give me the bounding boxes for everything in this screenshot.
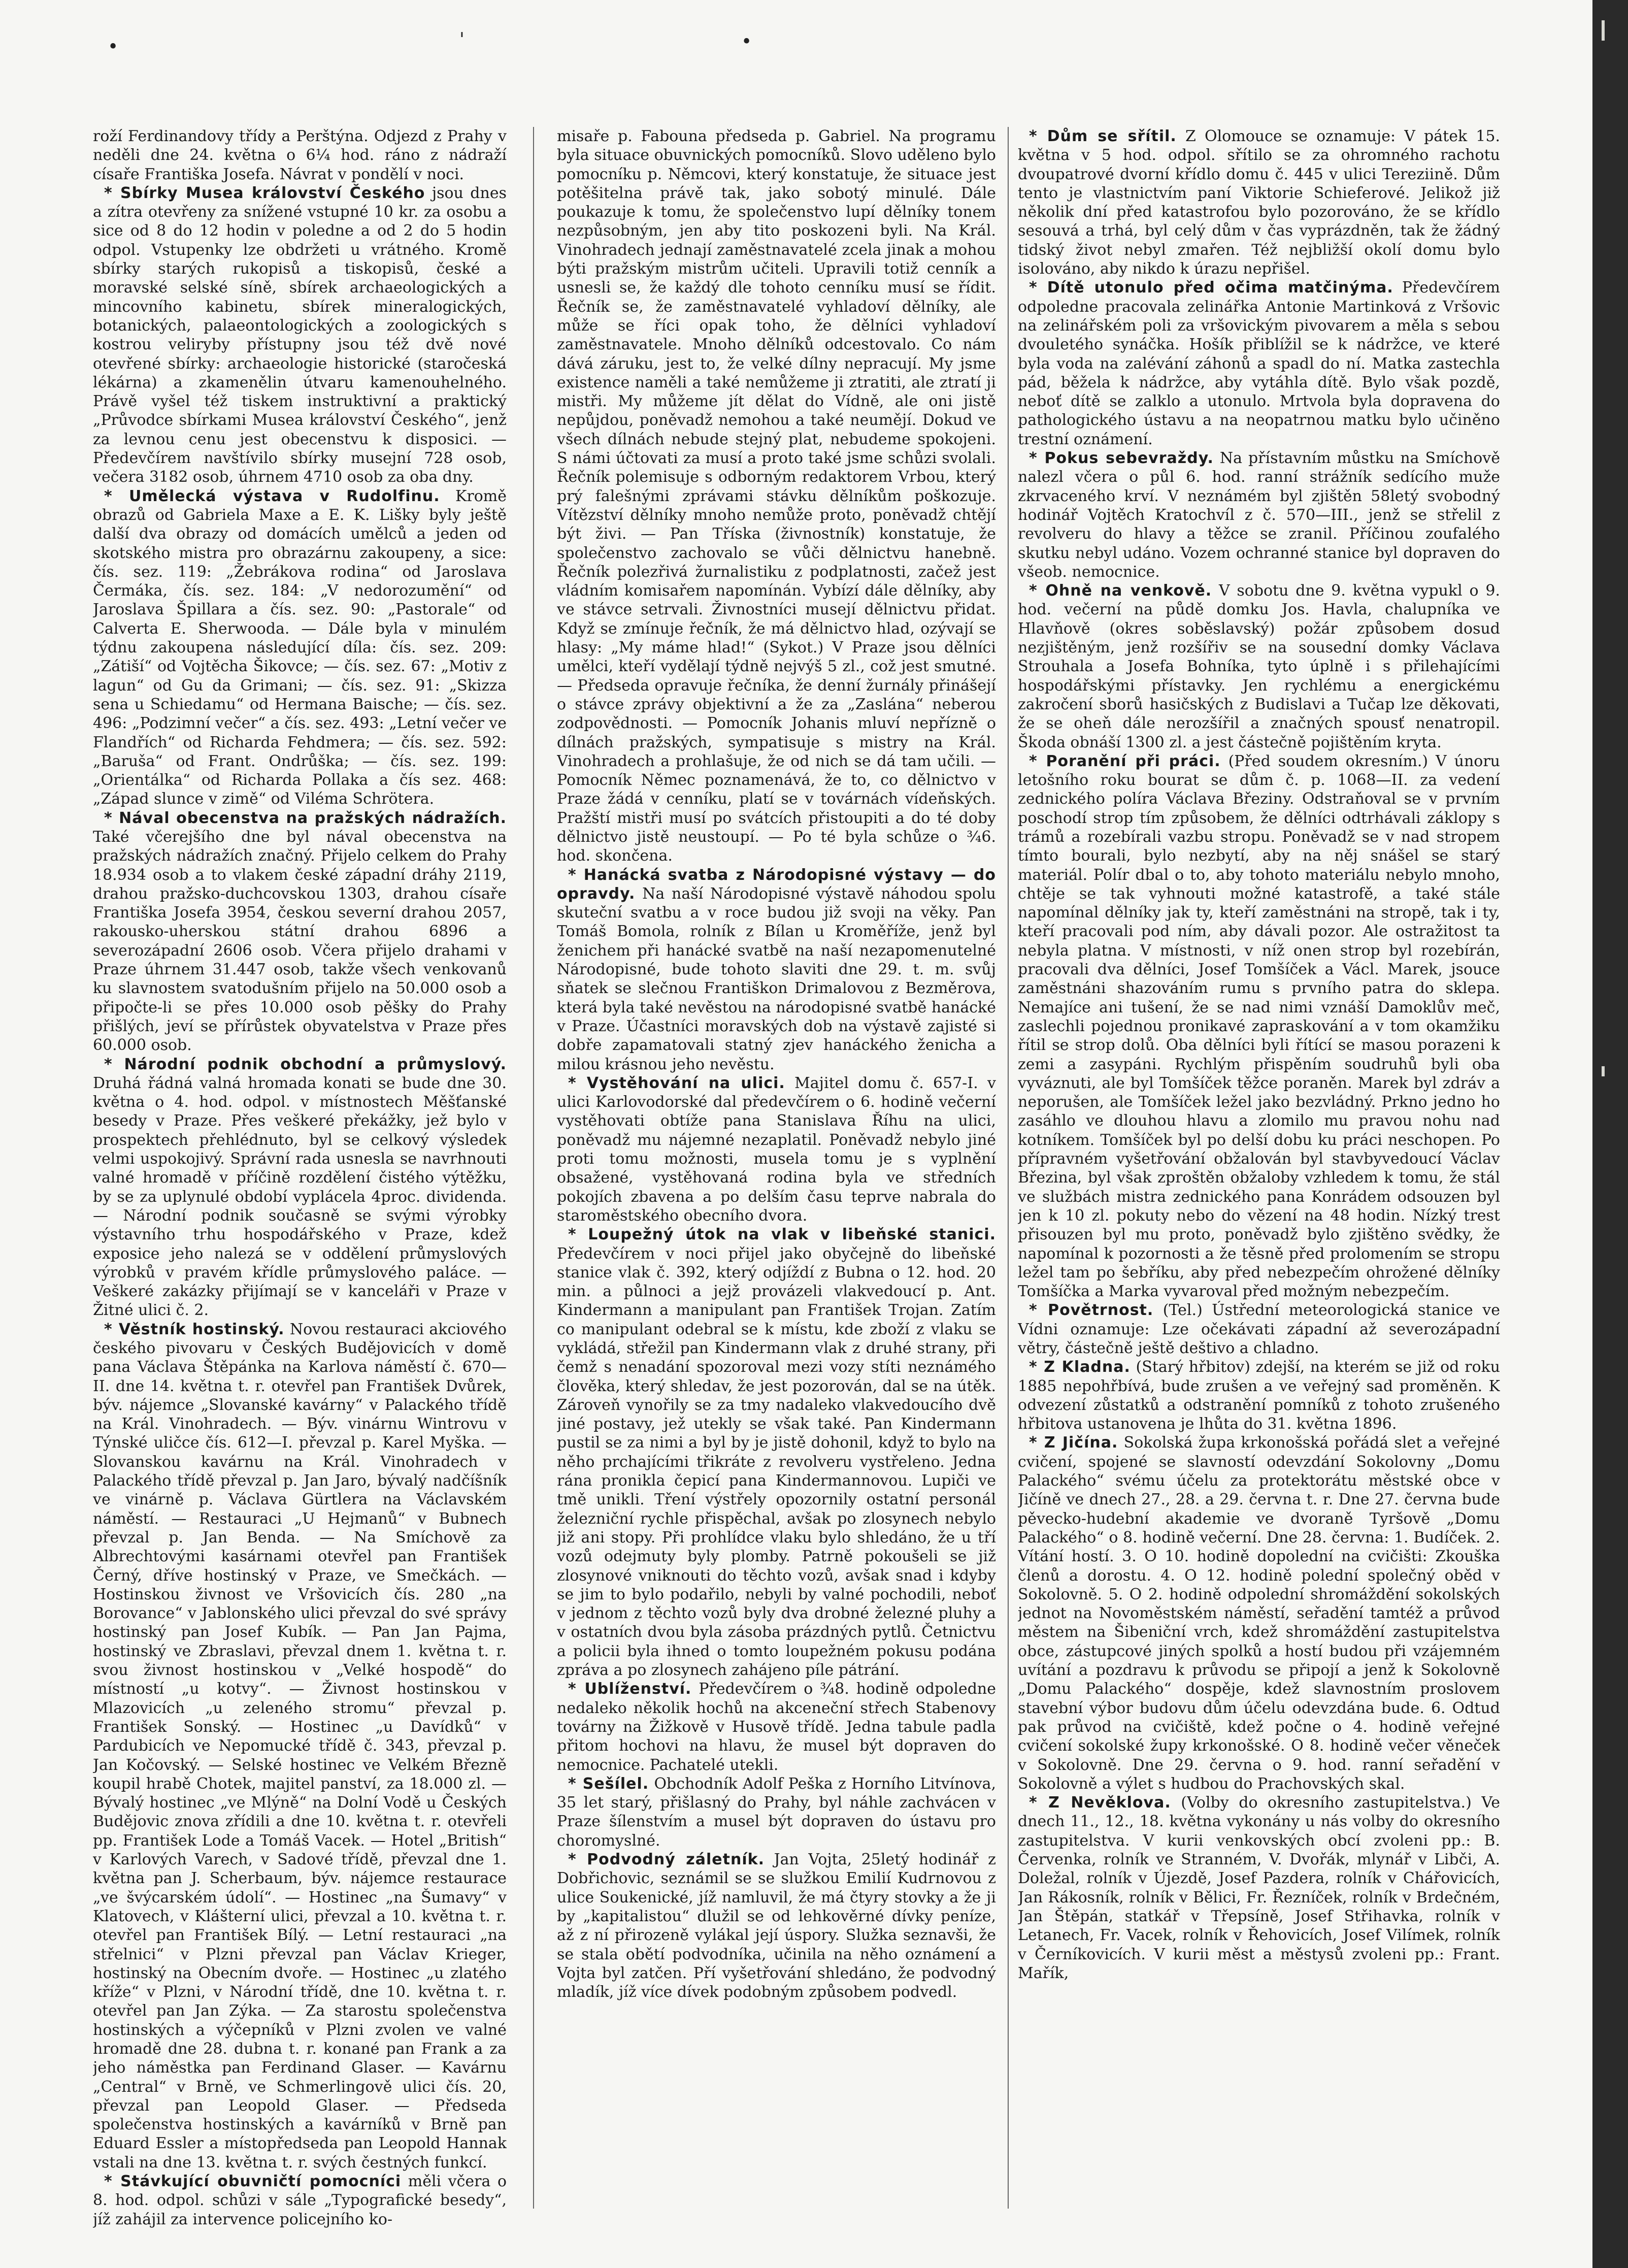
edge-mark-center: ': [459, 29, 464, 50]
article-heading: * Z Nevěklova.: [1029, 1794, 1171, 1812]
article-paragraph: [1018, 449, 1500, 581]
article-paragraph: [557, 1850, 996, 2001]
article-text: jsou dnes a zítra otevřeny za snížené vstupné 10 kr. za osobu a sice od 8 do 12 hodin v poledne a od 2 do 5 hodin odpol. Vstupenky lze obdržeti u vrátného. Kromě sbírky starých rukopisů a tiskopisů, české a moravské selské síně, sbírek archaeologických a mincovního kabinetu, sbírek mineralogických, botanických, palaeontologických a zoologických s kostrou veliryby přístupny jsou též dvě nové otevřené sbírky: archaeologie historické (staročeská lékárna) a zkamenělin útvaru kamenouhelného. Právě vyšel též tiskem instruktivní a praktický „Průvodce sbírkami Musea království Českého“, jenž za levnou cenu jest obecenstvu k disposici. — Předevčírem navštívilo sbírky musejní 728 osob, večera 3182 osob, úhrnem 4710 osob za oba dny.: [93, 184, 507, 486]
article-paragraph: [93, 487, 507, 809]
article-text: Také včerejšího dne byl nával obecenstva na pražských nádražích značný. Přijelo celkem do Prahy 18.934 osob a to vlakem české západní dráhy 2119, drahou pražsko-duchcovskou 1303, drahou císaře Františka Josefa 3954, českou severní drahou 2057, rakousko-uherskou státní drahou 6896 a severozápadní 2606 osob. Včera přijelo drahami v Praze úhrnem 31.447 osob, takže všech venkovanů ku slavnostem svatodušním přijelo na 50.000 osob a připočte-li se přes 10.000 osob pěšky do Prahy přišlých, jeví se přírůstek obyvatelstva v Praze přes 60.000 osob.: [93, 828, 507, 1055]
article-text: Sokolská župa krkonošská pořádá slet a veřejné cvičení, spojené se slavností odevzdání Sokolovny „Domu Palackého“ svému účelu za protektorátu městské obce v Jičíně ve dnech 27., 28. a 29. června t. r. Dne 27. června bude pěvecko-hudební akademie ve dvoraně Tyršově „Domu Palackého“ o 8. hodině večerní. Dne 28. června: 1. Budíček. 2. Vítání hostí. 3. O 10. hodině dopolední na cvičišti: Zkouška členů a dorostu. 4. O 12. hodině polední společný oběd v Sokolovně. 5. O 2. hodině odpolední shromáždění sokolských jednot na Novoměstském náměstí, seřadění tamtéž a průvod městem na Šibeniční vrch, kdež shromáždění zastupitelstva obce, zástupcové jiných spolků a hostí budou při vzájemném uvítání a pozdravu k průvodu se připojí a jenž k Sokolovně „Domu Palackého“ dospěje, kdež slavnostním proslovem stavební výbor budovu dům účelu odevzdána bude. 6. Odtud pak průvod na cvičiště, kdež počne o 4. hodině veřejné cvičení sokolské župy krkonošské. O 8. hodině večer věneček v Sokolovně. Dne 29. června o 9. hod. ranní seřadění v Sokolovně a výlet s hudbou do Prachovských skal.: [1018, 1434, 1500, 1793]
article-paragraph: [557, 1774, 996, 1850]
article-text: Z Olomouce se oznamuje: V pátek 15. května v 5 hod. odpol. sřítilo se za ohromného rachotu dvoupatrové dvorní křídlo domu č. 445 v ulici Tereziině. Dům tento je vlastnictvím paní Viktorie Schieferové. Jelikož již několik dní před katastrofou bylo pozorováno, že se křídlo sesouvá a trhá, byl celý dům v čas vyprázdněn, tak že žádný tidský život nebyl zmařen. Též nejbližší okolí domu bylo isolováno, aby nikdo k úrazu nepřišel.: [1018, 127, 1500, 278]
article-heading: * Z Jičína.: [1029, 1434, 1118, 1452]
column-1: [93, 127, 507, 2244]
article-paragraph: [1018, 278, 1500, 449]
column-divider-2: [1008, 127, 1009, 2209]
article-paragraph: [93, 1055, 507, 1320]
article-heading: * Věstník hostinský.: [104, 1320, 285, 1338]
article-text: Kromě obrazů od Gabriela Maxe a E. K. Lišky byly ještě další dva obrazy od domácích umělců a jeden od skotského mistra pro obrazárnu zakoupeny, a sice: čís. sez. 119: „Žebrákova rodina“ od Jaroslava Čermáka, čís. sez. 184: „V nedorozumění“ od Jaroslava Špillara a čís. sez. 90: „Pastorale“ od Calverta E. Sherwooda. — Dále byla v minulém týdnu zakoupena následující díla: čís. sez. 209: „Zátiší“ od Vojtěcha Šikovce; — čís. sez. 67: „Motiv z lagun“ od Gu da Grimani; — čís. sez. 91: „Skizza sena u Schiedamu“ od Hermana Baische; — čís. sez. 496: „Podzimní večer“ a čís. sez. 493: „Letní večer ve Flandřích“ od Richarda Fehdmera; — čís. sez. 592: „Baruša“ od Frant. Ondrůška; — čís. sez. 199: „Orientálka“ od Richarda Pollaka a čís sez. 468: „Západ slunce v zimě“ od Viléma Schrötera.: [93, 487, 507, 808]
article-paragraph: [93, 809, 507, 1055]
article-paragraph: [557, 127, 996, 866]
article-heading: * Dům se sřítil.: [1029, 127, 1177, 145]
article-heading: * Sbírky Musea království Českého: [104, 184, 425, 202]
article-text: (Starý hřbitov) zdejší, na kterém se již od roku 1885 nepohřbívá, bude zrušen a ve veřejný sad proměněn. K odvezení zůstatků a odstranění pomníků z tohoto zrušeného hřbitova ustanovena je lhůta do 31. května 1896.: [1018, 1358, 1500, 1433]
article-paragraph: [93, 184, 507, 487]
article-paragraph: [1018, 1301, 1500, 1358]
article-heading: * Dítě utonulo před očima matčinýma.: [1029, 279, 1393, 297]
article-paragraph: [557, 1680, 996, 1774]
article-text: Předevčírem odpoledne pracovala zelinářka Antonie Martinková z Vršovic na zelinářském poli za vršovickým pivovarem a měla s sebou dvouletého synáčka. Hošík přiblížil se k nádržce, ve které byla voda na zalévání záhonů a spadl do ní. Matka zastechla pád, běžela k nádržce, aby vytáhla dítě. Bylo však pozdě, neboť dítě se zalklo a utonulo. Mrtvola byla dopravena do pathologického ústavu a na neopatrnou matku bylo učiněno trestní oznámení.: [1018, 279, 1500, 448]
article-paragraph: [557, 866, 996, 1074]
article-paragraph: [1018, 752, 1500, 1301]
article-paragraph: [1018, 1793, 1500, 1983]
article-heading: * Nával obecenstva na pražských nádražích.: [104, 809, 507, 827]
article-heading: * Ohně na venkově.: [1029, 582, 1212, 600]
column-3: [1018, 127, 1500, 2244]
article-heading: * Podvodný záletník.: [568, 1851, 765, 1869]
article-heading: * Z Kladna.: [1029, 1358, 1131, 1376]
article-heading: * Poranění při práci.: [1029, 752, 1221, 770]
article-text: Novou restauraci akciového českého pivovaru v Českých Budějovicích v domě pana Václava Štěpánka na Karlova náměstí č. 670—II. dne 14. května t. r. otevřel pan František Dvůrek, býv. nájemce „Slovanské kavárny“ v Palackého třídě na Král. Vinohradech. — Býv. vinárnu Wintrovu v Týnské uličce čís. 612—I. převzal p. Karel Myška. — Slovanskou kavárnu na Král. Vinohradech v Palackého třídě převzal p. Jan Jaro, bývalý nadčíšník ve vinárně p. Václava Gürtlera na Václavském náměstí. — Restauraci „U Hejmanů“ v Bubnech převzal p. Jan Benda. — Na Smíchově za Albrechtovými kasárnami otevřel pan František Černý, dříve hostinský v Praze, ve Smečkách. — Hostinskou živnost ve Vršovicích čís. 280 „na Borovance“ v Jablonského ulici převzal do své správy hostinský pan Josef Kubík. — Pan Jan Pajma, hostinský ve Zbraslavi, převzal dnem 1. května t. r. svou živnost hostinskou v „Velké hospodě“ do místností „u kotvy“. — Živnost hostinskou v Mlazovicích „u zeleného stromu“ převzal p. František Sonský. — Hostinec „u Davídků“ v Pardubicích ve Nepomucké třídě č. 343, převzal p. Jan Kočovský. — Selské hostinec ve Velkém Březně koupil hrabě Chotek, majitel panství, za 18.000 zl. — Bývalý hostinec „ve Mlýně“ na Dolní Vodě u Českých Budějovic znova zřídili a dne 10. května t. r. otevřeli pp. František Lode a Tomáš Vacek. — Hotel „British“ v Karlových Varech, v Sadové třídě, převzal dne 1. května pan J. Scherbaum, býv. nájemce restaurace „ve švýcarském údolí“. — Hostinec „na Šumavy“ v Klatovech, v Klášterní ulici, převzal a 10. května t. r. otevřel pan František Bílý. — Letní restauraci „na střelnici“ v Plzni převzal pan Václav Krieger, hostinský na Obecním dvoře. — Hostinec „u zlatého kříže“ v Plzni, v Národní třídě, dne 10. května t. r. otevřel pan Jan Zýka. — Za starostu společenstva hostinských a výčepníků v Plzni zvolen ve valné hromadě dne 28. dubna t. r. konané pan Frank a za jeho náměstka pan Ferdinand Glaser. — Kavárnu „Central“ v Brně, ve Schmerlingově ulici čís. 20, převzal pan Leopold Glaser. — Předseda společenstva hostinských a kavárníků v Brně pan Eduard Essler a místopředseda pan Leopold Hannak vstali na dne 13. května t. r. svých čestných funkcí.: [93, 1320, 507, 2172]
article-text: Majitel domu č. 657-I. v ulici Karlovodorské dal předevčírem o 6. hodině večerní vystěhovati obtíže pana Stanislava Říhu na ulici, poněvadž mu nájemné nezaplatil. Poněvadž nebylo jiné proti tomu možnosti, musela tomu je s vyplnění obsažené, vystěhovaná rodina byla ve středních pokojích zbavena a po delším času teprve nabrala do staroměstského obecního dvora.: [557, 1074, 996, 1225]
article-paragraph: [93, 2172, 507, 2229]
edge-mark-left: •: [108, 37, 119, 57]
article-heading: * Sešílel.: [568, 1774, 649, 1793]
article-paragraph: [1018, 1358, 1500, 1433]
article-text: V sobotu dne 9. května vypukl o 9. hod. večerní na půdě domku Jos. Havla, chalupníka ve Hlavňově (okres soběslavský) požár způsobem dosud nezjištěným, jenž rozšířiv se na sousední domky Václava Strouhala a Josefa Bohníka, tyto úplně i s přilehajícími hospodářskými přístavky. Jen rychlému a energickému zakročení sborů hasičských z Budislavi a Tučap lze děkovati, že se oheň dále nerozšířil a značných spousť nenatropil. Škoda obnáší 1300 zl. a jest částečně pojištěním kryta.: [1018, 582, 1500, 751]
column-divider-1: [533, 127, 534, 2209]
article-paragraph: [1018, 1433, 1500, 1793]
article-text: Předevčírem v noci přijel jako obyčejně do libeňské stanice vlak č. 392, který odjíždí z Bubna o 12. hod. 20 min. a půlnoci a jejž provázeli vlakvedoucí p. Ant. Kindermann a manipulant pan František Trojan. Zatím co manipulant odebral se k místu, kde zboží z vlaku se vykládá, střežil pan Kindermann vlak z druhé strany, při čemž s nenadání spozoroval mezi vozy stíti neznámého člověka, který shledav, že jest pozorován, dal se na útěk. Zároveň vynořily se za tmy nadaleko vlakvedoucího dvě jiné postavy, jež utekly se však také. Pan Kindermann pustil se za nimi a byl by je jistě dohonil, když to bylo na něho prchajícími třikráte z revolveru vystřeleno. Jedna rána pronikla čepicí pana Kindermannovou. Lupiči ve tmě unikli. Tření výstřely opozornily ostatní personál železniční rychle přispěchal, avšak po zlosynech nebylo již ani stopy. Při prohlídce vlaku bylo shledáno, že u tří vozů odejmuty byly plomby. Patrně pokoušeli se již zlosynové vniknouti do těchto vozů, avšak snad i kdyby se jim to bylo podařilo, nebyli by valné pochodili, neboť v jednom z těchto vozů byly dva drobné železné pluhy a v ostatních dvou byla zásoba prázdných pytlů. Četnictvu a policii byla ihned o tomto loupežném pokusu podána zpráva a po zlosynech zahájeno píle pátrání.: [557, 1244, 996, 1680]
article-text: Jan Vojta, 25letý hodinář z Dobřichovic, seznámil se se služkou Emilií Kudrnovou z ulice Soukenické, jíž namluvil, že má čtyry stovky a že ji by „kapitalistou“ dlužil se od lehkověrné dívky peníze, až z ní přirozeně vylákal její úspory. Služka seznavši, že se stala obětí podvodníka, učinila na něho oznámení a Vojta byl zatčen. Pří vyšetřování shledáno, že podvodný mladík, jíž více dívek podobným způsobem podvedl.: [557, 1851, 996, 2001]
article-heading: * Ublíženství.: [568, 1680, 692, 1698]
article-text: (Volby do okresního zastupitelstva.) Ve dnech 11., 12., 18. května vykonány u nás volby do okresního zastupitelstva. V kurii venkovských obcí zvoleni pp.: B. Červenka, rolník ve Stranném, V. Dvořák, mlynář v Libči, A. Doležal, rolník v Újezdě, Josef Pazdera, rolník v Chářovicích, Jan Rákosník, rolník v Bělici, Fr. Řezníček, rolník v Brdečném, Jan Štěpán, statkář v Třepsíně, Josef Střihavka, rolník v Letanech, Fr. Vacek, rolník v Řehovicích, Josef Vilímek, rolník v Černíkovicích. V kurii měst a městysů zvoleni pp.: Frant. Mařík,: [1018, 1794, 1500, 1982]
article-text: roží Ferdinandovy třídy a Perštýna. Odjezd z Prahy v neděli dne 24. května o 6¼ hod. ráno z nádraží císaře Františka Josefa. Návrat v pondělí v noci.: [93, 127, 507, 183]
article-paragraph: [1018, 581, 1500, 752]
article-paragraph: [93, 1320, 507, 2172]
article-text: Na přístavním můstku na Smíchově nalezl včera o půl 6. hod. ranní strážník sedícího muže zkrvaceného krví. V neznámém byl zjištěn 58letý svobodný hodinář Vojtěch Kratochvíl z č. 570—III., jenž se střelil z revolveru do hlavy a těžce se zranil. Příčinou zoufalého skutku nebyl udáno. Vozem ochranné stanice byl dopraven do všeob. nemocnice.: [1018, 449, 1500, 581]
article-heading: * Hanácká svatba z Národopisné výstavy — do opravdy.: [557, 866, 996, 903]
article-text: misaře p. Fabouna předseda p. Gabriel. Na programu byla situace obuvnických pomocníků. Slovo uděleno bylo pomocníku p. Němcovi, který konstatuje, že situace jest potěšitelna právě tak, jako sobotý minulé. Dále poukazuje k tomu, že společenstvo lupí dělníky tonem nezpůsobným, jen aby tito poskozeni byli. Na Král. Vinohradech jednají zaměstnavatelé zcela jinak a mohou býti pražským mistrům učiteli. Upravili totiž cenník a usnesli se, že každý dle tohoto cenníku musí se řídit. Řečník se, že zaměstnavatelé vyhladoví dělníky, ale může se říci opak toho, že dělníci vyhladoví zaměstnavatele. Mnoho dělníků odcestovalo. Co nám dává záruku, jest to, že velké dílny nepracují. My jsme existence naměli a také nemůžeme ji ztratiti, ale ztratí ji mistři. My můžeme jít dělat do Vídně, ale oni jistě nepůjdou, poněvadž nemohou a také neumějí. Dokud ve všech dílnách nebude stejný plat, nebudeme spokojeni. S námi účtovati za musí a proto také jsme schůzi svolali. Řečník polemisuje s odborným redaktorem Vrbou, který prý falešnými zprávami stávku dělníkům poškozuje. Vítězství dělníky mnoho nemůže proto, poněvadž chtějí být živi. — Pan Tříska (živnostník) konstatuje, že společenstvo zachovalo se vůči dělnictvu hanebně. Řečník polezřivá žurnalistiku z podplatnosti, začež jest vládním komisařem napomínán. Vybízí dále dělníky, aby ve stávce setrvali. Živnostníci musejí dělnictvu přidat. Když se zmínuje řečník, že má dělnictvo hlad, ozývají se hlasy: „My máme hlad!“ (Sykot.) V Praze jsou dělníci umělci, kteří vydělají týdně nejvýš 5 zl., což jest smutné. — Předseda opravuje řečníka, že denní žurnály přinášejí o stávce zprávy objektivní a že za „Zaslána“ neberou zodpovědnosti. — Pomocník Johanis mluví nepřízně o dílnách pražských, sympatisuje s mistry na Král. Vinohradech a prohlašuje, že od nich se dá tam učili. — Pomocník Němec poznamenává, že to, co dělnictvo v Praze žádá v cenníku, platí se v továrnách vídeňských. Pražští mistři musí po svátcích přistoupiti a do té doby dělnictvo jistě neustoupí. — Po té byla schůze o ¾6. hod. skončena.: [557, 127, 996, 865]
article-heading: * Národní podnik obchodní a průmyslový.: [104, 1055, 507, 1073]
article-paragraph: [1018, 127, 1500, 278]
article-text: (Před soudem okresním.) V únoru letošního roku bourat se dům č. p. 1068—II. za vedení zednického políra Václava Březiny. Odstraňoval se v prvním poschodí strop tím způsobem, že dělníci odtrhávali záklopy s trámů a rozebírali vazbu stropu. Poněvadž se v nad stropem tímto bourali, bylo nezbytí, aby na něj snášel se starý materiál. Polír dbal o to, aby tohoto materiálu nebylo mnoho, chtěje se tak vyhnouti možné katastrofě, a také stále napomínal dělníky jak ty, kteří zaměstnáni na stropě, tak i ty, kteří pracovali pod ním, aby dávali pozor. Ale ostražitost ta nebyla platna. V místnosti, v níž onen strop byl rozebírán, pracovali dva dělníci, Josef Tomšíček a Václ. Marek, jsouce zaměstnáni shazováním rumu s prvního patra do sklepa. Nemajíce ani tušení, že se nad nimi vznáší Damoklův meč, zaslechli pojednou pronikavé zapraskování a v tom okamžiku řítil se strop dolů. Oba dělníci byli řítící se masou porazeni k zemi a zasypáni. Rychlým přispěním soudruhů byli oba vyváznuti, ale byl Tomšíček těžce poraněn. Marek byl zdráv a neporušen, ale Tomšíček ležel jako bezvládný. Prkno jedno ho zasáhlo ve dlouhou hlavu a zlomilo mu pravou nohu nad kotníkem. Tomšíček byl po delší dobu ku práci neschopen. Po přípravném vyšetřování obžalován byl stavbyvedoucí Václav Březina, byl však zproštěn obžaloby vzhledem k tomu, že stál ve službách mistra zednického pana Konrádem odsouzen byl jen k 10 zl. pokuty nebo do vězení na 48 hodin. Nízký trest přisouzen byl mu proto, poněvadž bylo zjištěno svědky, že napomínal k pozornosti a že těsně před prolomením se stropu ležel tam po šebříku, aby před nebezpečím ohrožené dělníky Tomšíčka a Marka vyvaroval před možným nebezpečím.: [1018, 752, 1500, 1301]
article-paragraph: [557, 1074, 996, 1225]
edge-mark-right: •: [741, 31, 752, 52]
page-edge-binding: [1592, 0, 1628, 2268]
article-heading: * Povětrnost.: [1029, 1301, 1154, 1320]
article-paragraph: [93, 127, 507, 184]
article-heading: * Loupežný útok na vlak v libeňské stanici.: [568, 1226, 996, 1244]
article-text: Předevčírem o ¾8. hodině odpoledne nedaleko několik hochů na akceneční střech Stabenovy továrny na Žižkově v Husově třídě. Jedna tabule padla přitom hochovi na hlavu, že musel být dopraven do nemocnice. Pachatelé utekli.: [557, 1680, 996, 1774]
article-heading: * Pokus sebevraždy.: [1029, 449, 1214, 468]
article-text: Druhá řádná valná hromada konati se bude dne 30. května o 4. hod. odpol. v místnostech Měšťanské besedy v Praze. Přes veškeré překážky, jež bylo v prospektech přehlédnuto, byl se celkový výsledek velmi uspokojivý. Správní rada usnesla se navrhnouti valné hromadě v příčině rozdělení čistého výtěžku, by se za uplynulé období vyplácela 4proc. dividenda. — Národní podnik současně se svými výrobky výstavního trhu hospodářského v Praze, kdež exposice jeho nalezá se v oddělení průmyslových výrobků v pravém křídle průmyslového paláce. — Veškeré zakázky přijímají se v kanceláři v Praze v Žitné ulici č. 2.: [93, 1074, 507, 1320]
article-heading: * Vystěhování na ulici.: [568, 1074, 785, 1092]
article-text: (Tel.) Ústřední meteorologická stanice ve Vídni oznamuje: Lze očekávati západní až severozápadní větry, částečně ještě deštivo a chladno.: [1018, 1301, 1500, 1357]
article-paragraph: [557, 1225, 996, 1680]
article-text: Na naší Národopisné výstavě náhodou spolu skuteční svatbu a v roce budou již svoji na věky. Pan Tomáš Bomola, rolník z Bílan u Kroměříže, jenž byl ženichem při hanácké svatbě na naší nezapomenutelné Národopisné, bude tohoto slaviti dne 29. t. m. svůj sňatek se slečnou Františkon Drimalovou z Bezměrova, která byla také nevěstou na národopisné svatbě hanácké v Praze. Účastníci moravských dob na výstavě zajisté si dobře zapamatovali statný zjev hanáckého ženicha a milou krásnou jeho nevěstu.: [557, 884, 996, 1073]
article-heading: * Umělecká výstava v Rudolfinu.: [104, 487, 440, 505]
article-text: měli včera o 8. hod. odpol. schůzi v sále „Typografické besedy“, jíž zahájil za intervence policejního ko-: [93, 2173, 507, 2228]
article-heading: * Stávkující obuvničtí pomocníci: [104, 2173, 402, 2191]
article-text: Obchodník Adolf Peška z Horního Litvínova, 35 let starý, přišlasný do Prahy, byl náhle zachvácen v Praze šílenstvím a musel být dopraven do ústavu pro choromyslné.: [557, 1774, 996, 1850]
column-2: [557, 127, 996, 2244]
